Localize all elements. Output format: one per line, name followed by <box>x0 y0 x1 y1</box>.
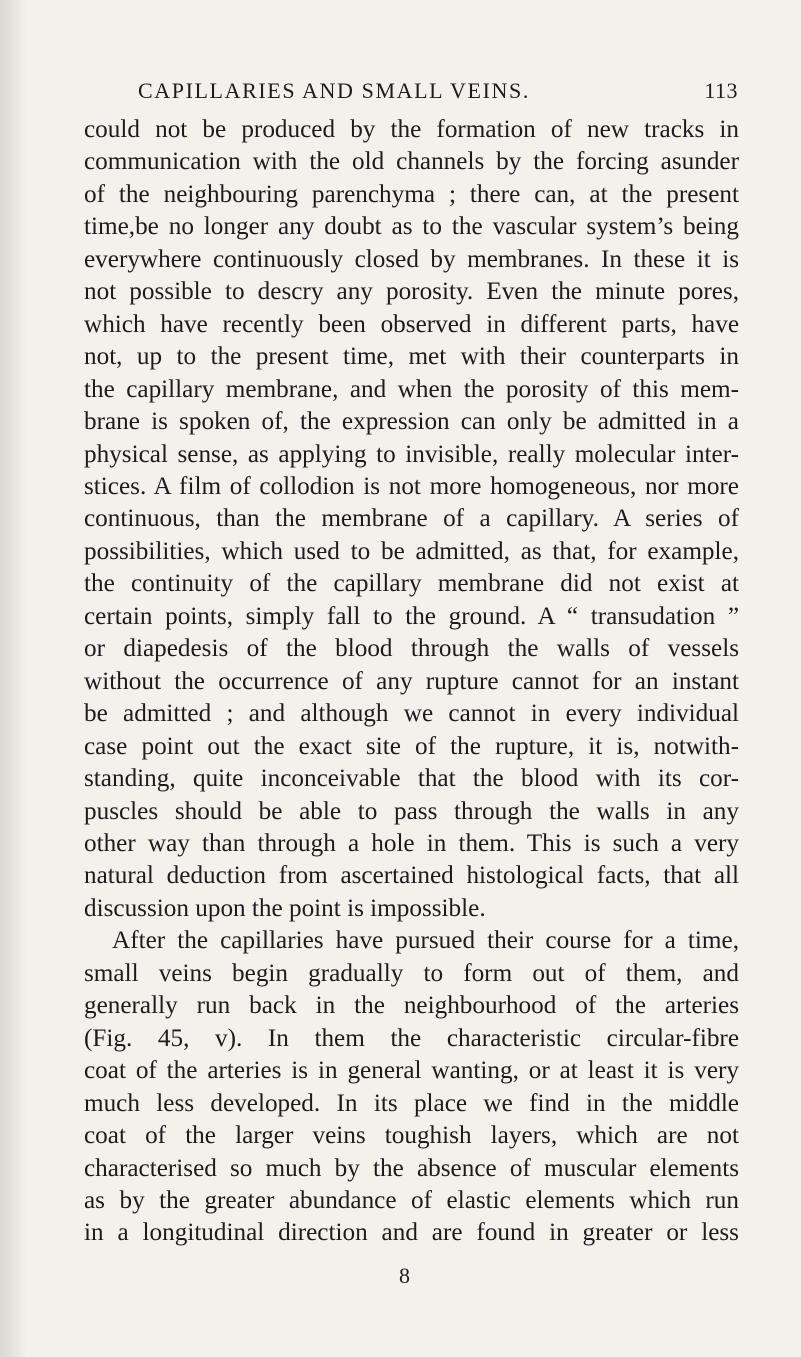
text-line: everywhere continuously closed by membranes. In these it is <box>84 245 739 273</box>
text-line: small veins begin gradually to form out of them, and <box>84 959 739 987</box>
text-line: coat of the larger veins toughish layers, which are not <box>84 1122 739 1150</box>
text-line: in a longitudinal direction and are found in greater or less <box>84 1219 739 1247</box>
text-line: brane is spoken of, the expression can only be admitted in a <box>84 408 739 436</box>
text-line: stices. A film of collodion is not more homogeneous, nor more <box>84 472 739 500</box>
text-line: natural deduction from ascertained histological facts, that all <box>84 862 739 890</box>
text-line: be admitted ; and although we cannot in every individual <box>84 700 739 728</box>
text-line: the capillary membrane, and when the porosity of this mem- <box>84 375 739 403</box>
text-line: (Fig. 45, v). In them the characteristic circular-fibre <box>84 1024 739 1052</box>
text-line: case point out the exact site of the rupture, it is, notwith- <box>84 732 739 760</box>
text-line: possibilities, which used to be admitted, as that, for example, <box>84 537 739 565</box>
page-header <box>138 78 738 112</box>
signature-mark: 8 <box>399 1263 410 1288</box>
text-line: as by the greater abundance of elastic elements which run <box>84 1186 739 1214</box>
text-line: physical sense, as applying to invisible, really molecular inter- <box>84 440 739 468</box>
text-line: continuous, than the membrane of a capillary. A series of <box>84 505 739 533</box>
text-line: the continuity of the capillary membrane did not exist at <box>84 570 739 598</box>
text-line-paragraph-end: discussion upon the point is impossible. <box>84 894 486 922</box>
text-line: communication with the old channels by the forcing asunder <box>84 148 739 176</box>
text-line: not possible to descry any porosity. Even the minute pores, <box>84 278 739 306</box>
text-line-paragraph-start: After the capillaries have pursued their course for a time, <box>112 927 739 955</box>
body-text <box>84 114 739 1250</box>
text-line: or diapedesis of the blood through the walls of vessels <box>84 635 739 663</box>
text-line: other way than through a hole in them. This is such a very <box>84 829 739 857</box>
text-line: without the occurrence of any rupture cannot for an instant <box>84 667 739 695</box>
text-line: could not be produced by the formation of new tracks in <box>84 116 739 143</box>
text-line: of the neighbouring parenchyma ; there can, at the present <box>84 180 739 208</box>
text-line: puscles should be able to pass through the walls in any <box>84 797 739 825</box>
text-line: standing, quite inconceivable that the blood with its cor- <box>84 765 739 793</box>
text-line: characterised so much by the absence of muscular elements <box>84 1154 739 1182</box>
text-line: generally run back in the neighbourhood of the arteries <box>84 992 739 1020</box>
text-line: certain points, simply fall to the ground. A “ transudation ” <box>84 602 739 630</box>
text-line: not, up to the present time, met with their counterparts in <box>84 343 739 371</box>
text-line: which have recently been observed in different parts, have <box>84 310 739 338</box>
running-title: CAPILLARIES AND SMALL VEINS. <box>138 78 530 103</box>
text-line: much less developed. In its place we find in the middle <box>84 1089 739 1117</box>
text-line: time,be no longer any doubt as to the vascular system’s being <box>84 213 739 241</box>
binding-gutter <box>0 0 26 1357</box>
text-line: coat of the arteries is in general wanting, or at least it is very <box>84 1057 739 1085</box>
page-number: 113 <box>704 78 738 103</box>
